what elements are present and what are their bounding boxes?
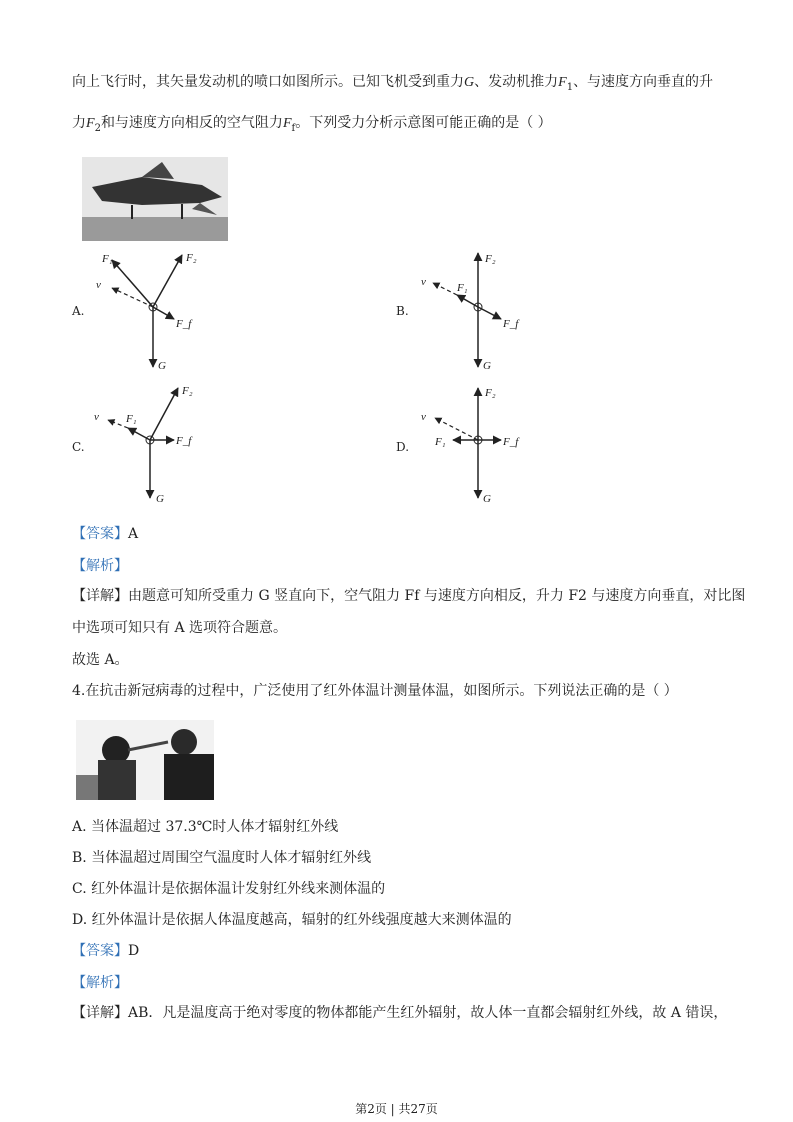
q3-analysis-tag: 【解析】 — [72, 558, 128, 574]
label-g: G — [483, 360, 491, 372]
arrow-v — [433, 283, 457, 295]
q4-stem: 4.在抗击新冠病毒的过程中，广泛使用了红外体温计测量体温，如图所示。下列说法正确的是（ ） — [72, 683, 678, 699]
label-g: G — [483, 493, 491, 505]
label-ff: F_f — [503, 436, 519, 448]
label-f2: F₂ — [485, 387, 496, 399]
label-f1: F₁ — [457, 282, 468, 294]
arrow-f1 — [112, 260, 153, 307]
q4-option-d: D. 红外体温计是依据人体温度越高，辐射的红外线强度越大来测体温的 — [72, 912, 512, 928]
q3-stem-line1: 向上飞行时，其矢量发动机的喷口如图所示。已知飞机受到重力G、发动机推力$F_1$、与速度方向垂直的升 — [72, 74, 714, 93]
q4-analysis-tag: 【解析】 — [72, 975, 128, 991]
label-ff: F_f — [503, 318, 519, 330]
label-v: v — [421, 411, 426, 423]
q3-detail-line2: 中选项可知只有 A 选项符合题意。 — [72, 620, 288, 636]
arrow-v — [112, 288, 153, 307]
label-g: G — [156, 493, 164, 505]
arrow-f2 — [150, 388, 178, 440]
label-f1: F₁ — [126, 413, 137, 425]
arrow-ff — [478, 307, 501, 319]
arrow-f1 — [128, 428, 150, 440]
label-ff: F_f — [176, 318, 192, 330]
arrow-f2 — [153, 255, 182, 307]
force-diagram-d — [415, 380, 545, 510]
label-v: v — [96, 279, 101, 291]
q3-conclusion: 故选 A。 — [72, 652, 129, 668]
thermometer-photo — [76, 720, 214, 800]
page-footer: 第2页 | 共27页 — [355, 1102, 438, 1116]
option-c-label: C. — [72, 440, 85, 454]
fighter-jet-photo — [82, 157, 228, 241]
force-diagram-b — [415, 245, 545, 375]
option-b-label: B. — [396, 304, 409, 318]
arrow-v — [108, 420, 128, 428]
q3-answer: 【答案】A — [72, 526, 139, 542]
arrow-f1 — [457, 295, 478, 307]
force-diagram-c — [90, 380, 220, 510]
label-f2: F₂ — [182, 385, 193, 397]
label-f2: F₂ — [485, 253, 496, 265]
q3-stem-line2: 力$F_2$和与速度方向相反的空气阻力$F_f$。下列受力分析示意图可能正确的是（ ） — [72, 115, 552, 134]
force-diagram-a — [90, 245, 220, 375]
q4-answer: 【答案】D — [72, 943, 140, 959]
label-f1: F₁ — [102, 253, 113, 265]
infrared-thermometer-image — [76, 720, 214, 800]
label-ff: F_f — [176, 435, 192, 447]
label-v: v — [421, 276, 426, 288]
label-g: G — [158, 360, 166, 372]
label-f2: F₂ — [186, 252, 197, 264]
q4-option-c: C. 红外体温计是依据体温计发射红外线来测体温的 — [72, 881, 386, 897]
q4-option-a: A. 当体温超过 37.3℃时人体才辐射红外线 — [72, 819, 339, 835]
q3-detail-line1: 【详解】由题意可知所受重力 G 竖直向下，空气阻力 Ff 与速度方向相反，升力 F2 与速度方向垂直，对比图 — [72, 588, 746, 604]
q4-detail-line1: 【详解】AB．凡是温度高于绝对零度的物体都能产生红外辐射，故人体一直都会辐射红外线，故 A 错误， — [72, 1005, 728, 1021]
label-v: v — [94, 411, 99, 423]
fighter-jet-image — [82, 157, 228, 241]
arrow-ff — [153, 307, 174, 319]
option-a-label: A. — [72, 304, 85, 318]
option-d-label: D. — [396, 440, 410, 454]
label-f1: F₁ — [435, 436, 446, 448]
q4-option-b: B. 当体温超过周围空气温度时人体才辐射红外线 — [72, 850, 372, 866]
